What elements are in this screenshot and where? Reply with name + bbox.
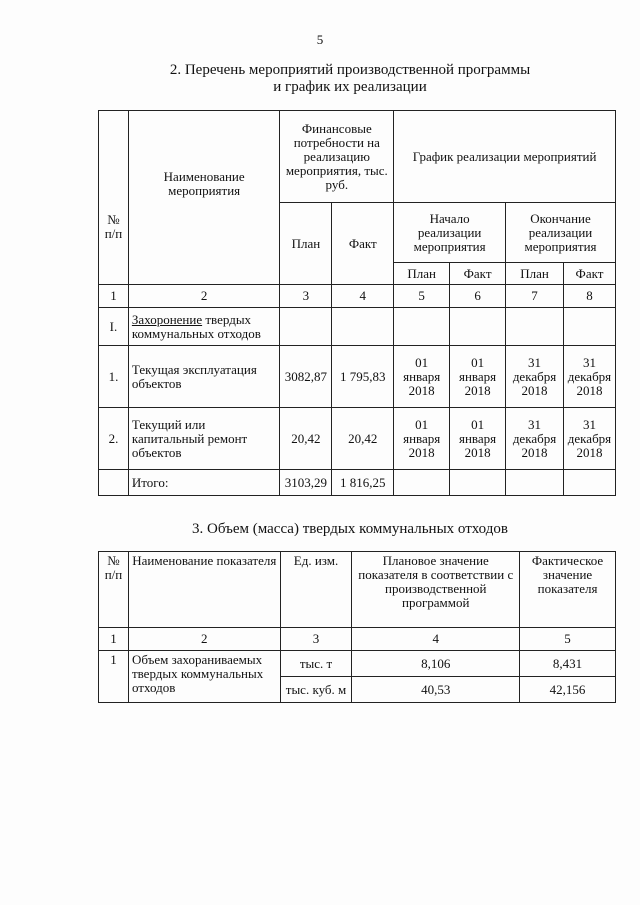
table-row — [99, 651, 616, 677]
col-number: 4 — [332, 285, 394, 308]
group-name-underlined: Захоронение — [131, 311, 203, 327]
col-number: 1 — [99, 285, 129, 308]
row-name: Объем захораниваемых твердых коммунальных отходов — [128, 651, 280, 703]
row-num: 1 — [99, 651, 129, 703]
column-numbers-row — [99, 628, 616, 651]
row-start-fact: 01 января 2018 — [450, 346, 506, 408]
header-finance: Финансовые потребности на реализацию мероприятия, тыс. руб. — [280, 111, 394, 203]
col-number: 2 — [128, 628, 280, 651]
header-num: № п/п — [99, 111, 129, 285]
col-number: 7 — [506, 285, 564, 308]
header-fact: Фактическое значение показателя — [520, 552, 616, 628]
header-finance-plan: План — [280, 203, 332, 285]
row-plan: 20,42 — [280, 408, 332, 470]
header-finance-fact: Факт — [332, 203, 394, 285]
col-number: 3 — [280, 285, 332, 308]
header-name: Наименование мероприятия — [128, 111, 280, 285]
header-num: № п/п — [99, 552, 129, 628]
group-name-rest: твердых коммунальных отходов — [131, 311, 261, 341]
row-start-fact: 01 января 2018 — [450, 408, 506, 470]
row-fact: 1 795,83 — [332, 346, 394, 408]
row-start-plan: 01 января 2018 — [394, 346, 450, 408]
col-number: 5 — [394, 285, 450, 308]
total-plan: 3103,29 — [280, 470, 332, 496]
section2-title — [0, 62, 640, 96]
header-name: Наименование показателя — [128, 552, 280, 628]
row-fact-cubic: 42,156 — [520, 677, 616, 703]
header-end: Окончание реализации мероприятия — [506, 203, 616, 263]
activities-table — [98, 110, 616, 496]
table-row — [99, 408, 616, 470]
col-number: 5 — [520, 628, 616, 651]
row-name: Текущий или капитальный ремонт объектов — [128, 408, 280, 470]
row-start-plan: 01 января 2018 — [394, 408, 450, 470]
header-start: Начало реализации мероприятия — [394, 203, 506, 263]
row-num: 1. — [99, 346, 129, 408]
row-unit-tonnes: тыс. т — [280, 651, 352, 677]
row-end-plan: 31 декабря 2018 — [506, 346, 564, 408]
waste-volume-table — [98, 551, 616, 703]
row-fact: 20,42 — [332, 408, 394, 470]
total-fact: 1 816,25 — [332, 470, 394, 496]
col-number: 1 — [99, 628, 129, 651]
col-number: 4 — [352, 628, 520, 651]
row-plan-tonnes: 8,106 — [352, 651, 520, 677]
group-row — [99, 308, 616, 346]
row-end-fact: 31 декабря 2018 — [563, 346, 615, 408]
header-start-plan: План — [394, 263, 450, 285]
row-name: Текущая эксплуатация объектов — [128, 346, 280, 408]
section3-title: 3. Объем (масса) твердых коммунальных отходов — [192, 521, 508, 537]
row-unit-cubic: тыс. куб. м — [280, 677, 352, 703]
header-end-plan: План — [506, 263, 564, 285]
row-plan: 3082,87 — [280, 346, 332, 408]
header-schedule: График реализации мероприятий — [394, 111, 616, 203]
column-numbers-row — [99, 285, 616, 308]
col-number: 3 — [280, 628, 352, 651]
row-fact-tonnes: 8,431 — [520, 651, 616, 677]
col-number: 8 — [563, 285, 615, 308]
row-end-fact: 31 декабря 2018 — [563, 408, 615, 470]
row-num: 2. — [99, 408, 129, 470]
header-plan: Плановое значение показателя в соответствии с производственной программой — [352, 552, 520, 628]
section2-title-line1: 2. Перечень мероприятий производственной программы — [169, 62, 531, 78]
total-label: Итого: — [128, 470, 280, 496]
section2-title-line2: и график их реализации — [273, 79, 427, 95]
table-row — [99, 346, 616, 408]
group-name — [128, 308, 280, 346]
page-number: 5 — [316, 32, 324, 47]
header-end-fact: Факт — [563, 263, 615, 285]
header-unit: Ед. изм. — [280, 552, 352, 628]
col-number: 2 — [128, 285, 280, 308]
row-plan-cubic: 40,53 — [352, 677, 520, 703]
row-end-plan: 31 декабря 2018 — [506, 408, 564, 470]
group-num: I. — [99, 308, 129, 346]
total-row — [99, 470, 616, 496]
col-number: 6 — [450, 285, 506, 308]
header-start-fact: Факт — [450, 263, 506, 285]
